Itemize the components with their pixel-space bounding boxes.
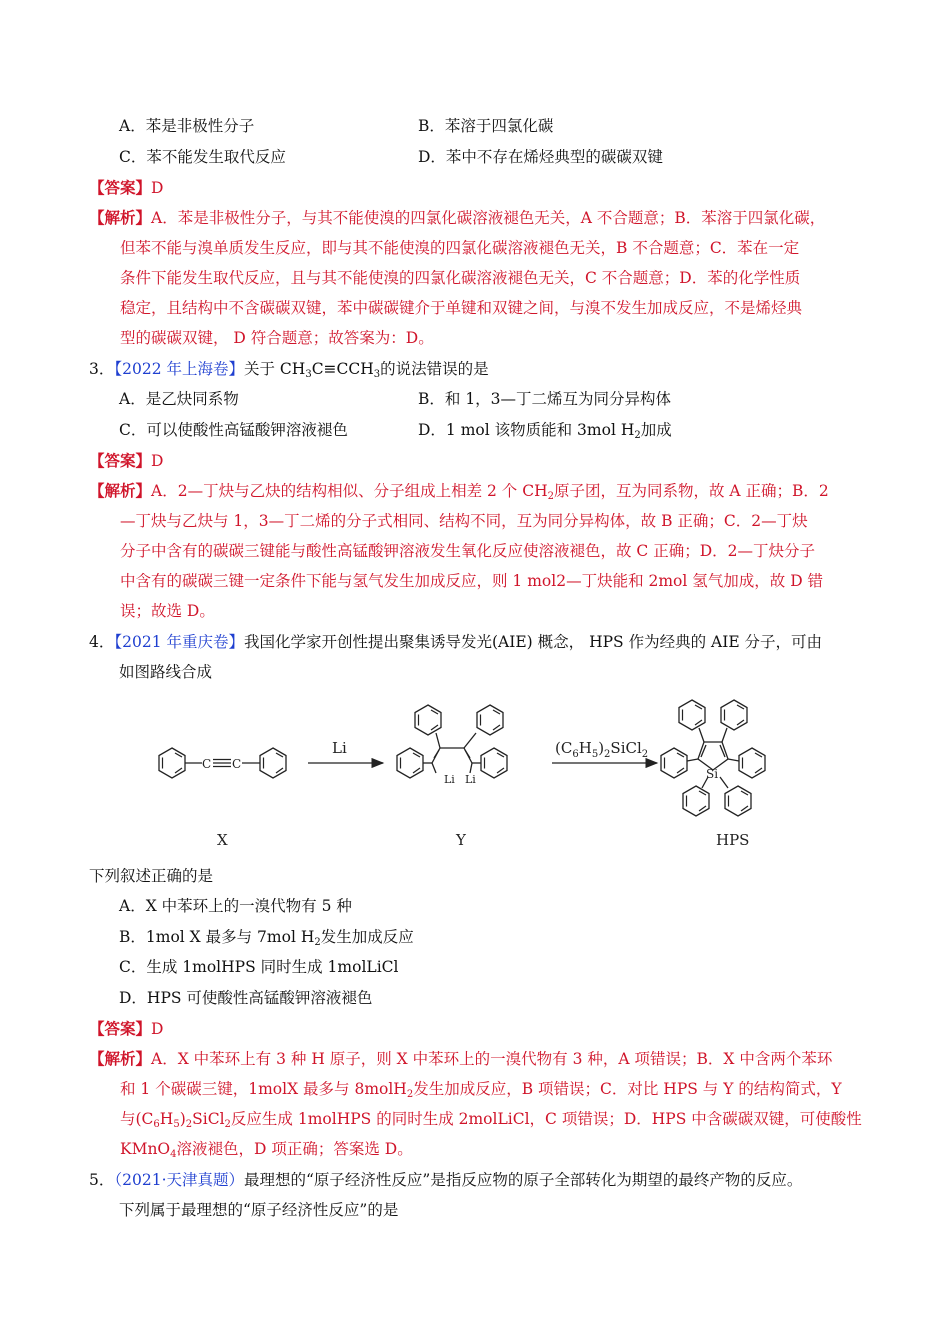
q4-analysis-line-4: KMnO$_4$溶液褪色，D 项正确；答案选 D。 <box>120 1140 413 1160</box>
q2-analysis-line-2: 但苯不能与溴单质发生反应，即与其不能使溴的四氯化碳溶液褪色无关，B 不合题意；C．苯在一定 <box>120 239 800 257</box>
q3-option-a: A．是乙炔同系物 <box>119 390 239 408</box>
answer-tag: 【答案】 <box>89 1019 152 1038</box>
q3-analysis-line-5: 误；故选 D。 <box>120 602 215 620</box>
q5-stem-line-2: 下列属于最理想的“原子经济性反应”的是 <box>119 1201 399 1219</box>
q4-lead: 下列叙述正确的是 <box>89 867 214 885</box>
q2-answer <box>89 177 163 199</box>
li-atom-1: Li <box>444 773 455 786</box>
q4-option-a: A．X 中苯环上的一溴代物有 5 种 <box>119 897 352 915</box>
analysis-tag: 【解析】 <box>89 481 152 500</box>
q4-option-c: C．生成 1molHPS 同时生成 1molLiCl <box>119 958 399 976</box>
q2-analysis-line-1: 【解析】A．苯是非极性分子，与其不能使溴的四氯化碳溶液褪色无关，A 不合题意；B．苯溶于四氯化碳， <box>89 208 826 227</box>
q3-stem: 3．【2022 年上海卷】关于 $CH_3C\equiv CCH_3$的说法错误的是 <box>89 360 489 380</box>
analysis-tag: 【解析】 <box>89 208 152 227</box>
label-hps: HPS <box>716 831 750 849</box>
answer-value: D <box>151 179 164 197</box>
q3-answer <box>89 450 163 472</box>
q4-option-d: D．HPS 可使酸性高锰酸钾溶液褪色 <box>119 989 373 1007</box>
answer-value: D <box>151 452 164 470</box>
question-number: 3． <box>89 360 115 378</box>
analysis-tag: 【解析】 <box>89 1049 152 1068</box>
q4-analysis-line-1: 【解析】A．X 中苯环上有 3 种 H 原子，则 X 中苯环上的一溴代物有 3 种，A 项错误；B．X 中含两个苯环 <box>89 1049 833 1068</box>
q2-analysis-line-3: 条件下能发生取代反应，且与其不能使溴的四氯化碳溶液褪色无关，C 不合题意；D．苯的化学性质 <box>120 269 801 287</box>
question-source: 【2022 年上海卷】 <box>114 360 244 378</box>
si-atom: Si <box>706 767 719 781</box>
atom-c-left: C <box>202 757 212 771</box>
q4-stem-line-1: 4．【2021 年重庆卷】我国化学家开创性提出聚集诱导发光(AIE) 概念， HPS 作为经典的 AIE 分子，可由 <box>89 633 823 651</box>
q4-analysis-line-3: 与$(C_6H_5)_2SiCl_2$反应生成 1molHPS 的同时生成 2molLiCl，C 项错误；D．HPS 中含碳碳双键，可使酸性 <box>120 1110 862 1130</box>
answer-tag: 【答案】 <box>89 451 152 470</box>
reagent-diphenyldichlorosilane: $(C_6H_5)_2SiCl_2$ <box>555 739 649 760</box>
label-y: Y <box>456 831 466 849</box>
atom-c-right: C <box>232 757 242 771</box>
q3-analysis-line-4: 中含有的碳碳三键一定条件下能与氢气发生加成反应，则 1 mol2—丁炔能和 2mol 氢气加成，故 D 错 <box>120 572 824 590</box>
q4-analysis-line-2: 和 1 个碳碳三键，1molX 最多与 8molH$_2$发生加成反应，B 项错误；C．对比 HPS 与 Y 的结构简式，Y <box>120 1080 842 1100</box>
q2-option-a: A．苯是非极性分子 <box>119 117 255 135</box>
q2-analysis-line-4: 稳定，且结构中不含碳碳双键，苯中碳碳键介于单键和双键之间，与溴不发生加成反应，不是烯烃典 <box>120 299 803 317</box>
q4-option-b: B．1mol X 最多与 7mol $H_2$发生加成反应 <box>119 928 414 948</box>
q2-analysis-line-5: 型的碳碳双键， D 符合题意；故答案为：D。 <box>120 329 434 347</box>
q5-stem-line-1: 5．（2021·天津真题）最理想的“原子经济性反应”是指反应物的原子全部转化为期望的最终产物的反应。 <box>89 1171 803 1189</box>
q4-answer <box>89 1018 163 1040</box>
q3-analysis-line-1: 【解析】A．2—丁炔与乙炔的结构相似、分子组成上相差 2 个 $CH_2$原子团，互为同系物，故 A 正确；B．2 <box>89 481 829 502</box>
q3-option-c: C．可以使酸性高锰酸钾溶液褪色 <box>119 421 348 439</box>
answer-value: D <box>151 1020 164 1038</box>
q4-stem-line-2: 如图路线合成 <box>119 663 213 681</box>
q2-option-d: D．苯中不存在烯烃典型的碳碳双键 <box>418 148 663 166</box>
q3-analysis-line-3: 分子中含有的碳碳三键能与酸性高锰酸钾溶液发生氧化反应使溶液褪色，故 C 正确；D．2—丁炔分子 <box>120 542 816 560</box>
answer-tag: 【答案】 <box>89 178 152 197</box>
label-x: X <box>217 831 228 849</box>
question-number: 5． <box>89 1171 115 1189</box>
reaction-scheme <box>140 690 820 855</box>
q3-option-b: B．和 1，3—丁二烯互为同分异构体 <box>418 390 672 408</box>
q2-option-b: B．苯溶于四氯化碳 <box>418 117 554 135</box>
li-atom-2: Li <box>465 773 476 786</box>
molecule-y <box>397 705 507 778</box>
question-number: 4． <box>89 633 115 651</box>
question-source: （2021·天津真题） <box>114 1171 244 1189</box>
question-source: 【2021 年重庆卷】 <box>114 633 244 651</box>
q2-option-c: C．苯不能发生取代反应 <box>119 148 286 166</box>
q3-analysis-line-2: —丁炔与乙炔与 1，3—丁二烯的分子式相同、结构不同，互为同分异构体，故 B 正确；C．2—丁炔 <box>120 512 808 530</box>
q3-option-d: D．1 mol 该物质能和 3mol $H_2$加成 <box>418 421 672 441</box>
molecule-x <box>159 748 286 778</box>
molecule-hps <box>661 700 765 816</box>
reagent-li: Li <box>332 739 347 757</box>
